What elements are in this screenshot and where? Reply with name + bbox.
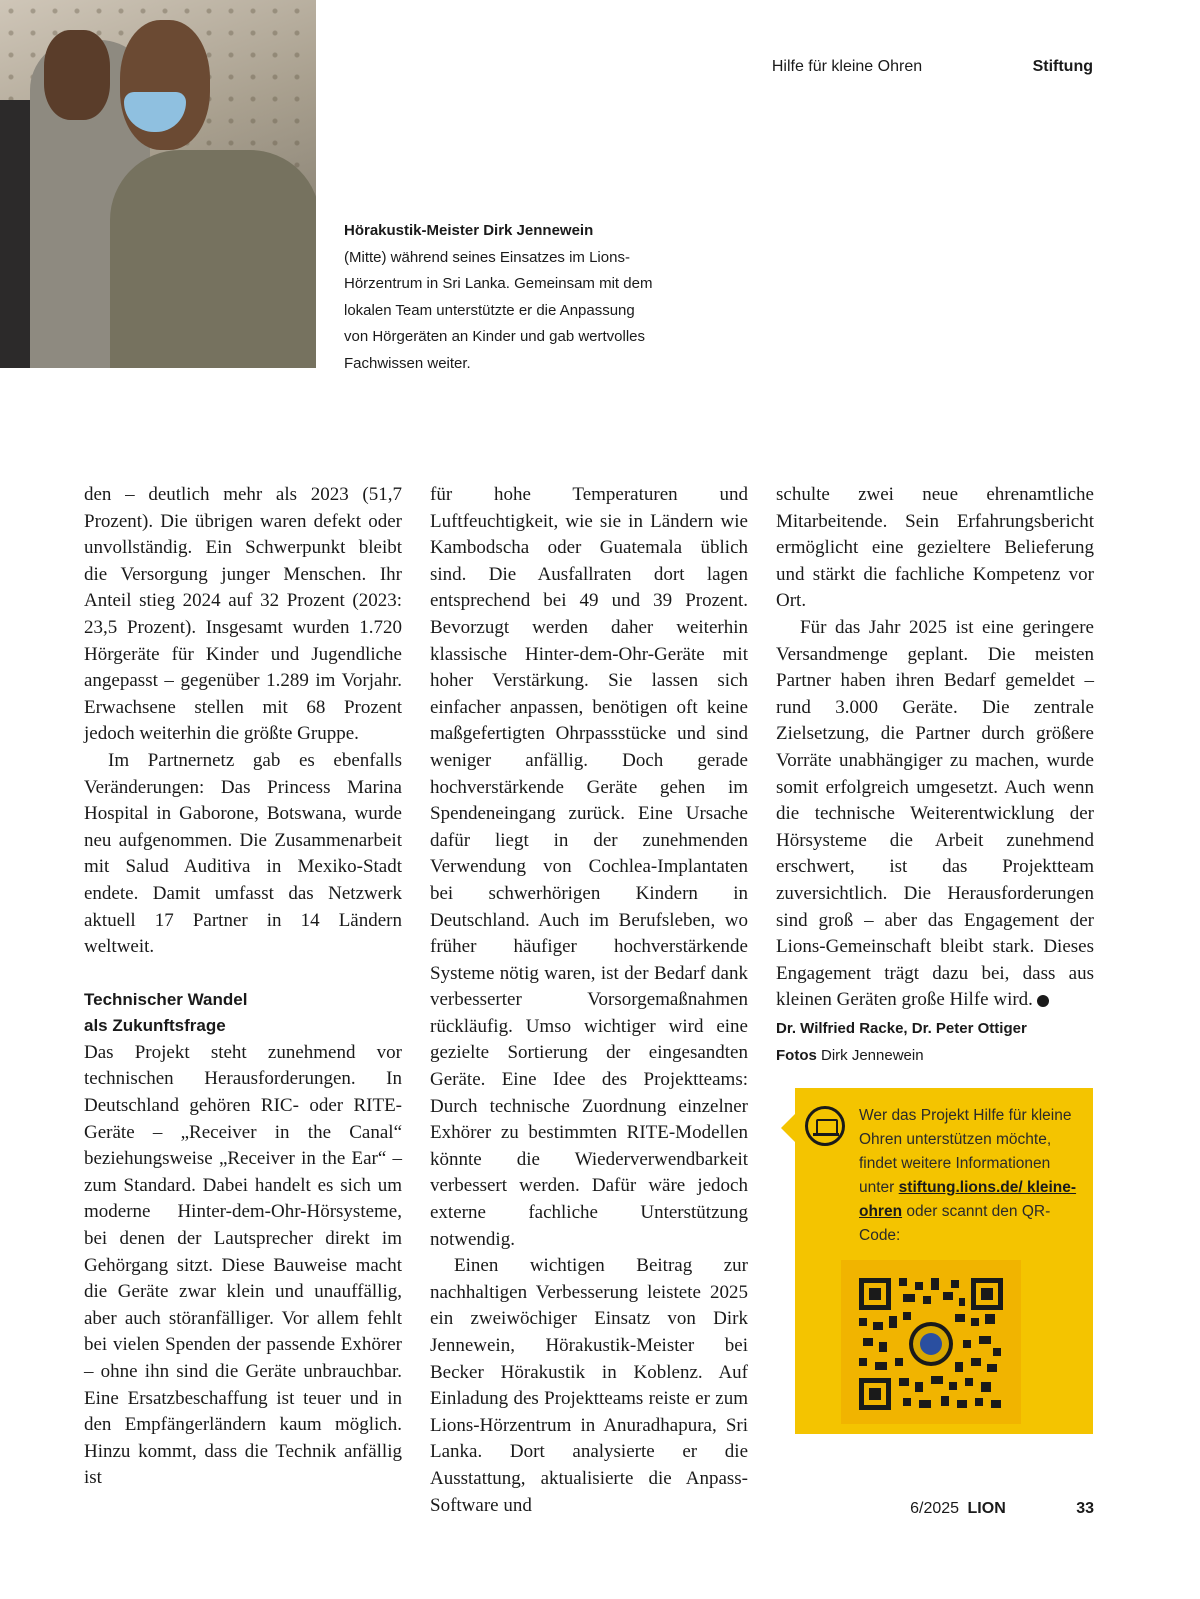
qr-code-icon bbox=[859, 1278, 1003, 1410]
laptop-icon bbox=[805, 1106, 845, 1146]
text-column-3 bbox=[776, 482, 1094, 1014]
caption-text: (Mitte) während seines Einsatzes im Lions-Hörzentrum in Sri Lanka. Gemeinsam mit dem lokalen Team unterstützte er die Anpassung von Hörgeräten an Kinder und gab wertvolles Fachwissen weiter. bbox=[344, 248, 653, 372]
photos-label: Fotos bbox=[776, 1046, 817, 1064]
paragraph: Einen wichtigen Beitrag zur nachhaltigen Verbesserung leistete 2025 ein zweiwöchiger Einsatz von Dirk Jennewein, Hörakustik-Meister bei Becker Hörakustik in Koblenz. Auf Einladung des Projektteams reiste er zum Lions-Hörzentrum in Anuradhapura, Sri Lanka. Dort analysierte er die Ausstattung, aktualisierte die Anpass-Software und bbox=[430, 1255, 748, 1516]
subheading-line-2: als Zukunftsfrage bbox=[84, 1016, 226, 1036]
qr-code[interactable] bbox=[841, 1260, 1021, 1424]
authors: Dr. Wilfried Racke, Dr. Peter Ottiger bbox=[776, 1020, 1027, 1037]
photos-name: Dirk Jennewein bbox=[821, 1046, 924, 1064]
paragraph: für hohe Temperaturen und Luftfeuchtigkeit, wie sie in Ländern wie Kambodscha oder Guatemala üblich sind. Die Ausfallraten dort lagen entsprechend bei 49 und 39 Prozent. Bevorzugt werden daher weiterhin klassische Hinter-dem-Ohr-Geräte mit hoher Verstärkung. Sie lassen sich einfacher anpassen, benötigen oft keine maßgefertigten Ohrpassstücke und sind weniger anfällig. Doch gerade hochverstärkende Geräte gehen im Spendeneingang zurück. Eine Ursache dafür liegt in der zunehmenden Verwendung von Cochlea-Implantaten bei schwerhörigen Kindern in Deutschland. Auch im Berufsleben, wo früher häufiger hochverstärkende Systeme nötig waren, ist der Bedarf dank verbesserter Vorsorgemaßnahmen rückläufig. Umso wichtiger wird eine gezielte Sortierung der eingesandten Geräte. Eine Idee des Projektteams: Durch technische Zuordnung einzelner Exhörer zu bestimmten RITE-Modellen könnte die Wiederverwendbarkeit verbessert werden. Dafür wäre jedoch externe fachliche Unterstützung notwendig. bbox=[430, 484, 748, 1250]
running-head-title: Hilfe für kleine Ohren bbox=[771, 58, 923, 75]
info-box-text bbox=[859, 1104, 1079, 1248]
subheading bbox=[84, 987, 402, 1040]
info-link[interactable]: stiftung.lions.de/ kleine-ohren bbox=[859, 1179, 1077, 1220]
info-box-notch bbox=[781, 1114, 795, 1142]
page-footer bbox=[910, 1500, 1094, 1518]
paragraph-last bbox=[776, 615, 1094, 1014]
issue-number: 6/2025 bbox=[910, 1500, 960, 1517]
magazine-name: LION bbox=[967, 1500, 1006, 1517]
page-number: 33 bbox=[1076, 1500, 1094, 1517]
running-head bbox=[772, 58, 1093, 76]
paragraph-text: Für das Jahr 2025 ist eine geringere Versandmenge geplant. Die meisten Partner haben ihren Bedarf gemeldet – rund 3.000 Geräte. Die zentrale Zielsetzung, die Partner durch größere Vorräte unabhängiger zu machen, wurde somit erfolgreich umgesetzt. Auch wenn die technische Weiterentwicklung der Hörsysteme die Arbeit zunehmend erschwert, ist das Projektteam zuversichtlich. Die Herausforderungen sind groß – aber das Engagement der Lions-Gemeinschaft bleibt stark. Dieses Engagement trägt dazu bei, dass aus kleinen Geräten große Hilfe wird. bbox=[776, 616, 1094, 1011]
info-text-after: oder scannt den QR-Code: bbox=[859, 1203, 1051, 1244]
text-column-1 bbox=[84, 482, 402, 1492]
running-head-section: Stiftung bbox=[1032, 58, 1093, 75]
info-text-before: Wer das Projekt Hilfe für kleine Ohren unterstützen möchte, findet weitere Informationen unter bbox=[859, 1107, 1072, 1196]
credits bbox=[776, 1016, 1096, 1069]
text-column-2 bbox=[430, 482, 748, 1519]
info-box bbox=[795, 1088, 1093, 1434]
end-mark-icon bbox=[1037, 995, 1049, 1007]
paragraph: schulte zwei neue ehrenamtliche Mitarbeitende. Sein Erfahrungsbericht ermöglicht eine gezieltere Belieferung und stärkt die fachliche Kompetenz vor Ort. bbox=[776, 484, 1094, 612]
caption-bold: Hörakustik-Meister Dirk Jennewein bbox=[344, 222, 594, 239]
paragraph: Das Projekt steht zunehmend vor technischen Herausforderungen. In Deutschland gehören RIC- oder RITE-Geräte – „Receiver in the Canal“ beziehungsweise „Receiver in the Ear“ – zum Standard. Dabei handelt es sich um moderne Hinter-dem-Ohr-Hörsysteme, bei denen der Lautsprecher direkt im Gehörgang sitzt. Diese Bauweise macht die Geräte zwar klein und unauffällig, aber auch störanfälliger. Vor allem fehlt bei vielen Spenden der passende Exhörer – ohne ihn sind die Geräte unbrauchbar. Eine Ersatzbeschaffung ist teuer und in den Empfängerländern kaum möglich. Hinzu kommt, dass die Technik anfällig ist bbox=[84, 1041, 402, 1489]
photo-caption bbox=[344, 218, 654, 378]
article-photo bbox=[0, 0, 316, 368]
paragraph: den – deutlich mehr als 2023 (51,7 Prozent). Die übrigen waren defekt oder unvollständig. Ein Schwerpunkt bleibt die Versorgung junger Menschen. Ihr Anteil stieg 2024 auf 32 Prozent (2023: 23,5 Prozent). Insgesamt wurden 1.720 Hörgeräte für Kinder und Jugendliche angepasst – gegenüber 1.289 im Vorjahr. Erwachsene stellen mit 68 Prozent jedoch weiterhin die größte Gruppe. bbox=[84, 484, 402, 745]
paragraph: Im Partnernetz gab es ebenfalls Veränderungen: Das Princess Marina Hospital in Gaborone, Botswana, wurde neu aufgenommen. Die Zusammenarbeit mit Salud Auditiva in Mexiko-Stadt endete. Damit umfasst das Netzwerk aktuell 17 Partner in 14 Ländern weltweit. bbox=[84, 749, 402, 958]
subheading-line-1: Technischer Wandel bbox=[84, 989, 248, 1009]
